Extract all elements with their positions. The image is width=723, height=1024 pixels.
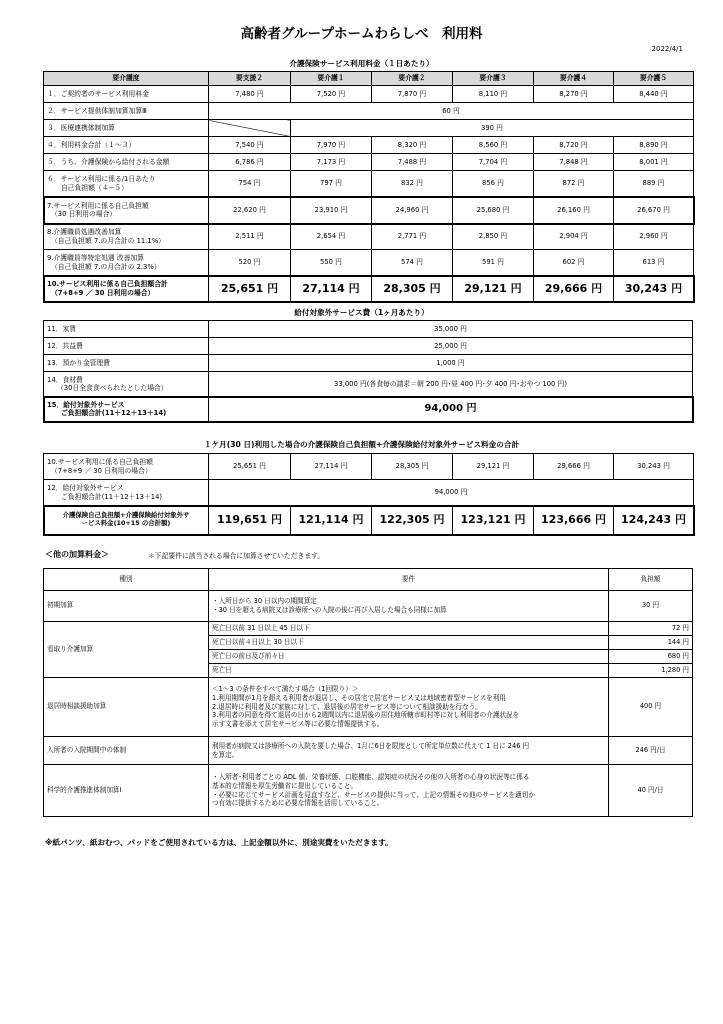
value-cell: 797 円: [291, 171, 372, 197]
fee-requirement: [209, 737, 609, 765]
non-insurance-fee-table: [43, 320, 693, 422]
value-cell: 7,488 円: [372, 154, 453, 171]
fee-amount: 144 円: [609, 636, 693, 650]
row-label-line2: （30日全食食べられたとした場合）: [57, 384, 168, 392]
value-cell: 2,960 円: [614, 224, 694, 250]
fee-kind: 入所者の入院期間中の体制: [44, 737, 209, 765]
row-label-line1: ６．サービス利用に係る/1日あたり: [47, 175, 156, 184]
value-cell: 754 円: [209, 171, 291, 197]
row-label: 13．預かり金管理費: [44, 355, 209, 372]
row-label-line1: 10.サービス利用に係る自己負担額: [47, 458, 153, 467]
table-row: [44, 321, 693, 338]
table-row: [44, 372, 693, 397]
table-row: [44, 765, 693, 817]
table-row: [44, 120, 694, 137]
value-cell: 7,173 円: [291, 154, 372, 171]
page-title: 高齢者グループホームわらしべ 利用料: [240, 26, 483, 42]
row-label: [44, 171, 209, 197]
value-cell: 94,000 円: [209, 480, 694, 506]
requirement-line: 示す文書を添えて居宅サービス等に必要な情報提供する。: [212, 720, 384, 729]
table-row: [44, 622, 693, 636]
value-cell: 574 円: [372, 250, 453, 276]
row-label: １．ご契約者のサービス利用料金: [44, 86, 209, 103]
other-fees-note: ＊下記要件に該当される場合に加算させていただきます。: [148, 552, 325, 560]
fee-requirement: [209, 765, 609, 817]
table-header-row: [44, 569, 693, 591]
total-cell: 30,243 円: [614, 276, 694, 302]
total-cell: 29,666 円: [534, 276, 614, 302]
table-row: [44, 480, 694, 506]
value-cell: 7,970 円: [291, 137, 372, 154]
value-cell: 7,848 円: [534, 154, 614, 171]
value-cell: 26,160 円: [534, 197, 614, 224]
row-label-line2: ービス料金(10+15 の合計額): [81, 519, 171, 527]
table-row: [44, 397, 693, 422]
value-cell: 2,904 円: [534, 224, 614, 250]
row-label-line1: 15．給付対象外サービス: [47, 400, 125, 409]
value-cell: 2,511 円: [209, 224, 291, 250]
table-row: [44, 86, 694, 103]
table-row: [44, 338, 693, 355]
header-cell: 要件: [209, 569, 609, 591]
value-cell: 60 円: [209, 103, 694, 120]
table-row: [44, 171, 694, 197]
value-cell: 6,786 円: [209, 154, 291, 171]
table-header-row: [44, 72, 694, 86]
table-row: [44, 737, 693, 765]
value-cell: 8,320 円: [372, 137, 453, 154]
value-cell: 1,000 円: [209, 355, 693, 372]
value-cell: 35,000 円: [209, 321, 693, 338]
value-cell: 2,771 円: [372, 224, 453, 250]
table-row: [44, 506, 694, 535]
value-cell: 550 円: [291, 250, 372, 276]
requirement-line: 3.利用者の同意を得て退居の日から2週間以内に退居後の居住地所轄市町村等に対し利用者の介護状況を: [212, 711, 520, 720]
grand-total-cell: 124,243 円: [614, 506, 694, 535]
value-cell: 8,270 円: [534, 86, 614, 103]
requirement-line: ＜1〜3 の条件をすべて満たす場合（1回限り）＞: [212, 684, 359, 693]
row-label-line2: 自己負担額（４−５）: [61, 183, 128, 192]
row-label: [44, 397, 209, 422]
requirement-line: 基本的な情報を厚生労働省に提出していること。: [212, 781, 358, 790]
total-cell: 29,121 円: [453, 276, 534, 302]
value-cell: 832 円: [372, 171, 453, 197]
table-row: [44, 454, 694, 480]
value-cell: 889 円: [614, 171, 694, 197]
header-cell: 種別: [44, 569, 209, 591]
value-cell: 25,000 円: [209, 338, 693, 355]
row-label: [44, 224, 209, 250]
table-row: [44, 355, 693, 372]
row-label-line2: （7+8+9 ／ 30 日利用の場合）: [51, 288, 155, 297]
row-label: ４．利用料金合計（１～３）: [44, 137, 209, 154]
header-cell: 要支援２: [209, 72, 291, 86]
row-label-line1: 介護保険自己負担額+介護保険給付対象外サ: [62, 511, 190, 520]
table-row: [44, 197, 694, 224]
table-row: [44, 276, 694, 302]
fee-kind: 科学的介護推進体制加算Ⅰ: [44, 765, 209, 817]
value-cell: 8,110 円: [453, 86, 534, 103]
fee-amount: 400 円: [609, 678, 693, 737]
total-cell: 25,651 円: [209, 276, 291, 302]
header-cell: 要介護３: [453, 72, 534, 86]
section1-caption: 介護保険サービス利用料金（１日あたり）: [289, 59, 434, 68]
value-cell: 24,960 円: [372, 197, 453, 224]
value-cell: 7,704 円: [453, 154, 534, 171]
value-cell: 8,001 円: [614, 154, 694, 171]
value-cell: 23,910 円: [291, 197, 372, 224]
requirement-line: 2.退居時に利用者及び家族に対して、退居後の居宅サービス等について相談援助を行なう。: [212, 702, 482, 711]
requirement-line: 1.利用期間が1月を超える利用者が退居し、その居宅で居宅サービス又は地域密着型サービスを利用: [212, 693, 507, 702]
row-label: ３．医療連携体制加算: [44, 120, 209, 137]
table-row: [44, 250, 694, 276]
row-label: [44, 276, 209, 302]
total-cell: 27,114 円: [291, 276, 372, 302]
fee-kind: 退居時相談援助加算: [44, 678, 209, 737]
header-cell: 要介護４: [534, 72, 614, 86]
row-label: 11．家賃: [44, 321, 209, 338]
value-cell: 591 円: [453, 250, 534, 276]
row-label-line2: （7+8+9 ／ 30 日利用の場合）: [51, 466, 152, 475]
value-cell: 8,440 円: [614, 86, 694, 103]
fee-amount: 72 円: [609, 622, 693, 636]
fee-requirement: 死亡日: [209, 664, 609, 678]
row-label-line1: 14．食材費: [47, 375, 83, 384]
value-cell: 30,243 円: [614, 454, 694, 480]
header-cell: 負担額: [609, 569, 693, 591]
fee-kind: 看取り介護加算: [44, 622, 209, 678]
row-label: [44, 372, 209, 397]
row-label-line2: （自己負担額 7.の月合計の 11.1%）: [51, 236, 165, 245]
footer-note: ※紙パンツ、紙おむつ、パッドをご使用されている方は、上記金額以外に、別途実費をいただきます。: [45, 838, 393, 847]
grand-total-cell: 123,666 円: [534, 506, 614, 535]
row-label-line2: ご負担額合計(11＋12＋13＋14): [61, 492, 163, 501]
value-cell: 25,651 円: [209, 454, 291, 480]
insurance-fee-table: [43, 71, 694, 302]
value-cell: 8,890 円: [614, 137, 694, 154]
grand-total-cell: 121,114 円: [291, 506, 372, 535]
requirement-line: 利用者が病院又は診療所への入院を要した場合、1月に6日を限度として所定単位数に代えて 1 日に 246 円: [212, 741, 530, 750]
value-cell: 7,520 円: [291, 86, 372, 103]
grand-total-cell: 123,121 円: [453, 506, 534, 535]
value-cell: 602 円: [534, 250, 614, 276]
section2-caption: 給付対象外サービス費（1ヶ月あたり）: [294, 308, 429, 317]
value-cell: 25,680 円: [453, 197, 534, 224]
row-label-line2: ご負担額合計(11＋12＋13＋14): [61, 409, 167, 417]
value-cell: 8,720 円: [534, 137, 614, 154]
value-cell: 7,870 円: [372, 86, 453, 103]
total-cell: 28,305 円: [372, 276, 453, 302]
value-cell: 26,670 円: [614, 197, 694, 224]
row-label-line2: （自己負担額 7.の月合計の 2.3%）: [51, 262, 161, 271]
monthly-total-table: [43, 453, 694, 535]
header-cell: 要介護１: [291, 72, 372, 86]
requirement-line: つ有効に提供するために必要な情報を活用していること。: [212, 799, 384, 808]
row-label: [44, 197, 209, 224]
fee-kind: 初期加算: [44, 591, 209, 622]
fee-amount: 1,280 円: [609, 664, 693, 678]
row-label-line1: 8.介護職員処遇改善加算: [47, 228, 122, 237]
value-cell: 520 円: [209, 250, 291, 276]
requirement-line: を算定。: [212, 750, 239, 759]
header-cell: 要介護２: [372, 72, 453, 86]
value-cell: 7,540 円: [209, 137, 291, 154]
table-row: [44, 591, 693, 622]
row-label-line1: 12．給付対象外サービス: [47, 484, 124, 493]
section3-caption: １ケ月(30 日)利用した場合の介護保険自己負担額+介護保険給付対象外サービス料金の合計: [203, 440, 520, 449]
row-label: ５．うち、介護保険から給付される金額: [44, 154, 209, 171]
row-label: [44, 250, 209, 276]
value-cell: 27,114 円: [291, 454, 372, 480]
total-cell: 94,000 円: [209, 397, 693, 422]
row-label-line1: 10.サービス利用に係る自己負担額合計: [47, 280, 168, 289]
value-cell: 856 円: [453, 171, 534, 197]
value-cell: 22,620 円: [209, 197, 291, 224]
fee-requirement: 死亡日以前 31 日以上 45 日以下: [209, 622, 609, 636]
value-cell: 872 円: [534, 171, 614, 197]
value-cell: 8,560 円: [453, 137, 534, 154]
row-label: ２．サービス提供体制加算加算Ⅲ: [44, 103, 209, 120]
value-cell: 613 円: [614, 250, 694, 276]
value-cell: 7,480 円: [209, 86, 291, 103]
additional-fees-table: [43, 568, 693, 817]
issue-date: 2022/4/1: [651, 45, 683, 53]
grand-total-cell: 122,305 円: [372, 506, 453, 535]
value-cell: 2,654 円: [291, 224, 372, 250]
row-label: [44, 506, 209, 535]
requirement-line: ・30 日を超える病院又は診療所への入院の後に再び入居した場合も同様に加算: [212, 606, 447, 614]
fee-requirement: 死亡日の前日及び前々日: [209, 650, 609, 664]
row-label-line1: 9.介護職員等特定処遇 改善加算: [47, 254, 145, 263]
value-cell: 33,000 円(各食毎の請求＝朝 200 円･昼 400 円･夕 400 円･おやつ 100 円): [209, 372, 693, 397]
fee-amount: 40 円/日: [609, 765, 693, 817]
row-label: [44, 454, 209, 480]
table-row: [44, 103, 694, 120]
requirement-line: ・入所日から 30 日以内の期間算定: [212, 597, 317, 606]
table-row: [44, 678, 693, 737]
row-label: 12．共益費: [44, 338, 209, 355]
value-cell: 390 円: [291, 120, 694, 137]
other-fees-title: ＜他の加算料金＞: [45, 550, 109, 559]
requirement-line: ・入所者･利用者ごとの ADL 値、栄養状態、口腔機能、認知症の状況その他の入所者の心身の状況等に係る: [212, 772, 530, 781]
row-label: [44, 480, 209, 506]
table-row: [44, 137, 694, 154]
diagonal-empty-cell: [209, 120, 291, 137]
header-cell: 要介護度: [44, 72, 209, 86]
fee-amount: 246 円/日: [609, 737, 693, 765]
header-cell: 要介護５: [614, 72, 694, 86]
fee-requirement: 死亡日以前４日以上 30 日以下: [209, 636, 609, 650]
fee-amount: 30 円: [609, 591, 693, 622]
fee-requirement: [209, 678, 609, 737]
row-label-line1: 7.サービス利用に係る自己負担額: [47, 201, 149, 210]
value-cell: 29,121 円: [453, 454, 534, 480]
row-label-line2: （30 日利用の場合）: [51, 210, 117, 218]
fee-requirement: [209, 591, 609, 622]
value-cell: 2,850 円: [453, 224, 534, 250]
value-cell: 28,305 円: [372, 454, 453, 480]
table-row: [44, 224, 694, 250]
value-cell: 29,666 円: [534, 454, 614, 480]
requirement-line: ・必要に応じてサービス計画を見直すなど、サービスの提供に当って、上記の情報その他のサービスを適切か: [212, 790, 535, 799]
table-row: [44, 154, 694, 171]
grand-total-cell: 119,651 円: [209, 506, 291, 535]
fee-amount: 680 円: [609, 650, 693, 664]
